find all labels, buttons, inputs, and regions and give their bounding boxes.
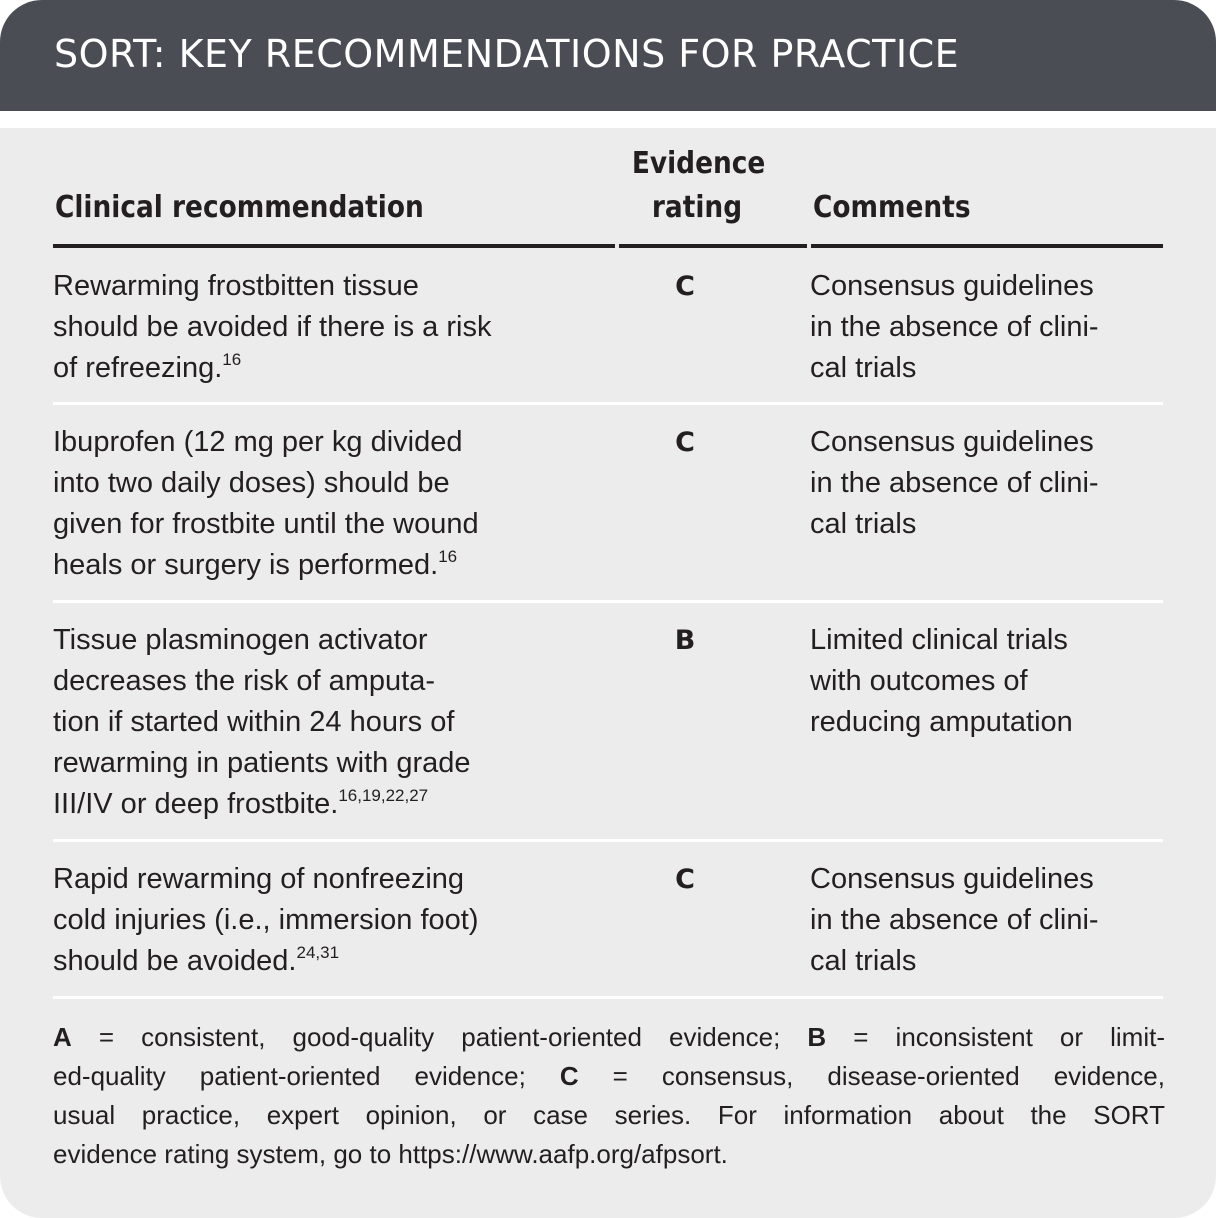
reference-superscript: 16 xyxy=(222,350,242,369)
evidence-rating: C xyxy=(675,427,695,458)
recommendation-line: Ibuprofen (12 mg per kg divided xyxy=(53,426,463,458)
table-row xyxy=(53,422,1163,597)
recommendation-cell xyxy=(53,620,593,825)
table-row xyxy=(53,859,1163,995)
comment-line: cal trials xyxy=(810,945,917,977)
header-gap xyxy=(0,111,1216,128)
header-rule xyxy=(811,244,1163,248)
recommendation-line xyxy=(53,784,593,825)
comment-line: Consensus guidelines xyxy=(810,426,1094,458)
reference-superscript: 16,19,22,27 xyxy=(338,786,429,805)
recommendations-table xyxy=(53,128,1163,977)
reference-superscript: 16 xyxy=(438,547,458,566)
row-divider xyxy=(53,402,1163,405)
header-rule xyxy=(53,244,615,248)
comment-line: Consensus guidelines xyxy=(810,270,1094,302)
column-header-comments: Comments xyxy=(813,190,971,225)
column-header-evidence-line1: Evidence xyxy=(631,146,766,181)
column-header-evidence xyxy=(631,142,766,230)
recommendation-line: should be avoided if there is a risk xyxy=(53,311,492,343)
card-header xyxy=(0,0,1216,111)
legend-line xyxy=(53,1057,1165,1096)
card-title: SORT: KEY RECOMMENDATIONS FOR PRACTICE xyxy=(54,32,960,76)
comment-line: cal trials xyxy=(810,352,917,384)
legend-text-c: = consensus, disease-oriented evidence, xyxy=(578,1061,1165,1091)
comment-line: cal trials xyxy=(810,508,917,540)
recommendation-line: rewarming in patients with grade xyxy=(53,747,471,779)
recommendation-cell xyxy=(53,859,593,982)
legend-letter-b: B xyxy=(807,1022,827,1052)
recommendation-line: Rewarming frostbitten tissue xyxy=(53,270,419,302)
recommendation-text: III/IV or deep frostbite. xyxy=(53,788,339,820)
comment-line: in the absence of clini- xyxy=(810,311,1099,343)
comment-cell xyxy=(810,859,1160,982)
legend-letter-a: A xyxy=(53,1022,72,1052)
comment-line: reducing amputation xyxy=(810,706,1073,738)
legend-text-b: = inconsistent or limit- xyxy=(826,1022,1165,1052)
legend-text-a: = consistent, good-quality patient-oriented evidence; xyxy=(71,1022,808,1052)
comment-cell xyxy=(810,422,1160,545)
row-divider xyxy=(53,600,1163,603)
reference-superscript: 24,31 xyxy=(296,943,340,962)
recommendation-text: of refreezing. xyxy=(53,352,223,384)
comment-cell xyxy=(810,620,1160,743)
comment-line: Consensus guidelines xyxy=(810,863,1094,895)
table-row xyxy=(53,264,1163,400)
comment-line: in the absence of clini- xyxy=(810,904,1099,936)
evidence-rating-legend xyxy=(53,1018,1165,1174)
header-rule xyxy=(619,244,807,248)
legend-line-with-link: evidence rating system, go to https://www.aafp.org/afpsort. xyxy=(53,1139,728,1169)
recommendation-text: should be avoided. xyxy=(53,945,297,977)
evidence-rating: C xyxy=(675,271,695,302)
recommendation-line: given for frostbite until the wound xyxy=(53,508,479,540)
recommendation-line: tion if started within 24 hours of xyxy=(53,706,455,738)
legend-letter-c: C xyxy=(559,1061,579,1091)
recommendation-text: heals or surgery is performed. xyxy=(53,549,439,581)
recommendation-line: into two daily doses) should be xyxy=(53,467,450,499)
evidence-rating: B xyxy=(674,625,696,656)
recommendation-line: Tissue plasminogen activator xyxy=(53,624,428,656)
legend-line: usual practice, expert opinion, or case series. For information about the SORT xyxy=(53,1100,1165,1130)
evidence-rating: C xyxy=(675,864,695,895)
column-header-evidence-line2: rating xyxy=(651,190,743,225)
recommendation-line: cold injuries (i.e., immersion foot) xyxy=(53,904,479,936)
table-row xyxy=(53,620,1163,835)
row-divider xyxy=(53,839,1163,842)
recommendation-cell xyxy=(53,422,593,586)
recommendation-line xyxy=(53,348,593,389)
recommendation-line: decreases the risk of amputa- xyxy=(53,665,436,697)
comment-line: Limited clinical trials xyxy=(810,624,1068,656)
row-divider xyxy=(53,996,1163,999)
comment-line: in the absence of clini- xyxy=(810,467,1099,499)
table-header xyxy=(53,128,1163,248)
recommendation-line: Rapid rewarming of nonfreezing xyxy=(53,863,465,895)
recommendation-line xyxy=(53,941,593,982)
column-header-recommendation: Clinical recommendation xyxy=(55,190,424,225)
recommendation-line xyxy=(53,545,593,586)
comment-cell xyxy=(810,266,1160,389)
legend-text-b-cont: ed-quality patient-oriented evidence; xyxy=(53,1061,560,1091)
legend-line xyxy=(53,1018,1165,1057)
comment-line: with outcomes of xyxy=(810,665,1028,697)
recommendation-cell xyxy=(53,266,593,389)
